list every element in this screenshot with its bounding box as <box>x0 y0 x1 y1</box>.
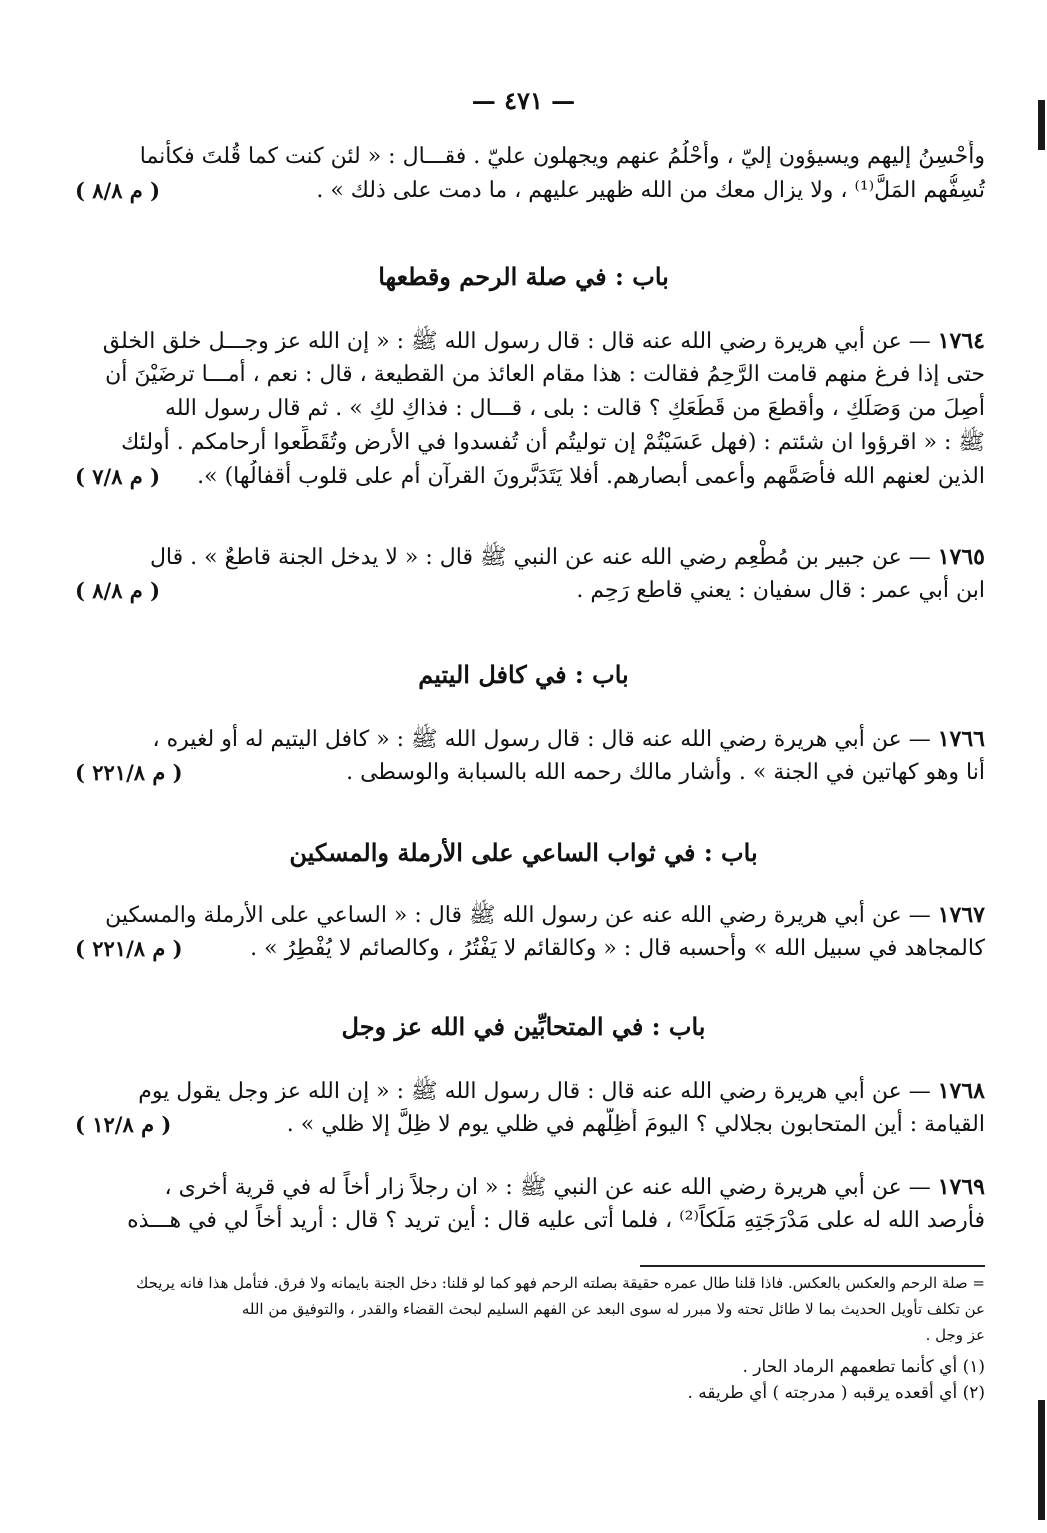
hadith-reference: ( م ٨/٨ ) <box>75 574 166 608</box>
footnotes <box>75 1270 985 1406</box>
footnote-line: عز وجل . <box>925 1326 985 1344</box>
text-line: ١٧٦٨ — عن أبي هريرة رضي الله عنه قال : قال رسول الله ﷺ : « إن الله عز وجل يقول يوم <box>138 1078 985 1104</box>
hadith-reference: ( م ٨/٨ ) <box>75 174 166 208</box>
text-line: الذين لعنهم الله فأصَمَّهم وأعمى أبصارهم. أفلا يَتَدَبَّرونَ القرآن أم على قلوب أقفالُها) ». ( م ٧/٨ ) <box>75 460 985 494</box>
text-line: أنا وهو كهاتين في الجنة » . وأشار مالك رحمه الله بالسبابة والوسطى . ( م ٢٢١/٨ ) <box>75 756 985 790</box>
text-line: ١٧٦٧ — عن أبي هريرة رضي الله عنه عن رسول الله ﷺ قال : « الساعي على الأرملة والمسكين <box>105 902 985 928</box>
text-line: وأُحْسِنُ إليهم ويسيؤون إليّ ، وأَحْلُمُ عنهم ويجهلون عليّ . فقـــال : « لئن كنت كما قُلتَ فكأنما <box>139 144 985 169</box>
hadith-number: ١٧٦٧ <box>937 902 985 928</box>
text-line: أصِلَ من وَصَلَكِ ، وأقطعَ من قَطَعَكِ ؟ قالت : بلى ، قـــال : فذاكِ لكِ » . ثم قال رسول الله <box>164 396 985 421</box>
scan-edge-mark <box>1038 1400 1045 1520</box>
hadith-reference: ( م ٢٢١/٨ ) <box>75 932 189 966</box>
section-heading: باب : في المتحابِّين في الله عز وجل <box>341 1012 706 1041</box>
intro-paragraph <box>75 140 985 208</box>
text-line: ١٧٦٦ — عن أبي هريرة رضي الله عنه قال : قال رسول الله ﷺ : « كافل اليتيم له أو لغيره ، <box>152 726 985 752</box>
hadith-number: ١٧٦٩ <box>937 1174 985 1200</box>
section-heading: باب : في صلة الرحم وقطعها <box>378 262 669 291</box>
scan-edge-mark <box>1038 100 1045 150</box>
text-line: حتى إذا فرغ منهم قامت الرَّحِمُ فقالت : هذا مقام العائذ من القطيعة ، قال : نعم ، أمـــا ترضَيْنَ أن <box>105 362 985 387</box>
hadith-number: ١٧٦٦ <box>937 726 985 752</box>
text-line: كالمجاهد في سبيل الله » وأحسبه قال : « وكالقائم لا يَفْتُرُ ، وكالصائم لا يُفْطِرُ » . ( م ٢٢١/٨ ) <box>75 932 985 966</box>
footnote-line: عن تكلف تأويل الحديث بما لا طائل تحته ولا مبرر له سوى البعد عن الفهم السليم لبحث القضاء والقدر ، والتوفيق من الله <box>241 1300 985 1318</box>
hadith-number: ١٧٦٤ <box>937 328 985 354</box>
text-line: ابن أبي عمر : قال سفيان : يعني قاطع رَحِم . ( م ٨/٨ ) <box>75 574 985 608</box>
footnote-divider <box>640 1265 985 1267</box>
section-heading: باب : في كافل اليتيم <box>418 660 629 689</box>
page-number: — ٤٧١ — <box>471 86 576 115</box>
text-line: ١٧٦٥ — عن جبير بن مُطْعِم رضي الله عنه عن النبي ﷺ قال : « لا يدخل الجنة قاطعٌ » . قال <box>149 544 985 570</box>
footnote-line: = صلة الرحم والعكس بالعكس. فاذا قلنا طال عمره حقيقة بصلته الرحم فهو كما لو قلنا: دخل الجنة بايمانه ولا فرق. فتأمل هذا فانه يريحك <box>135 1274 985 1292</box>
hadith-1764 <box>75 324 985 494</box>
hadith-1768 <box>75 1074 985 1142</box>
section-heading: باب : في ثواب الساعي على الأرملة والمسكين <box>289 838 758 867</box>
hadith-number: ١٧٦٨ <box>937 1078 985 1104</box>
footnote-1: (١) أي كأنما تطعمهم الرماد الحار . <box>742 1357 985 1377</box>
text-line: تُسِفُّهم المَلَّ⁽¹⁾ ، ولا يزال معك من الله ظهير عليهم ، ما دمت على ذلك » . ( م ٨/٨ ) <box>75 174 985 208</box>
hadith-1765 <box>75 540 985 608</box>
text-line: ﷺ : « اقرؤوا ان شئتم : (فهل عَسَيْتُمْ إن توليتُم أن تُفسدوا في الأرض وتُقَطِّعوا أرحامكم . أولئك <box>121 430 985 455</box>
hadith-reference: ( م ١٢/٨ ) <box>75 1108 177 1142</box>
hadith-1767 <box>75 898 985 966</box>
hadith-1769 <box>75 1170 985 1238</box>
footnote-2: (٢) أي أقعده يرقبه ( مدرجته ) أي طريقه . <box>687 1383 985 1403</box>
hadith-reference: ( م ٢٢١/٨ ) <box>75 756 189 790</box>
hadith-1766 <box>75 722 985 790</box>
text-line: القيامة : أين المتحابون بجلالي ؟ اليومَ أُظِلُّهم في ظلي يوم لا ظِلَّ إلا ظلي » . ( م ١٢/٨ ) <box>75 1108 985 1142</box>
text-line: فأرصد الله له على مَدْرَجَتِهِ مَلَكاً⁽²⁾ ، فلما أتى عليه قال : أين تريد ؟ قال : أريد أخاً لي في هـــذه <box>127 1208 985 1233</box>
hadith-number: ١٧٦٥ <box>937 544 985 570</box>
text-line: ١٧٦٩ — عن أبي هريرة رضي الله عنه عن النبي ﷺ : « ان رجلاً زار أخاً له في قرية أخرى ، <box>164 1174 985 1200</box>
hadith-reference: ( م ٧/٨ ) <box>75 460 166 494</box>
text-line: ١٧٦٤ — عن أبي هريرة رضي الله عنه قال : قال رسول الله ﷺ : « إن الله عز وجـــل خلق الخلق <box>102 328 985 354</box>
